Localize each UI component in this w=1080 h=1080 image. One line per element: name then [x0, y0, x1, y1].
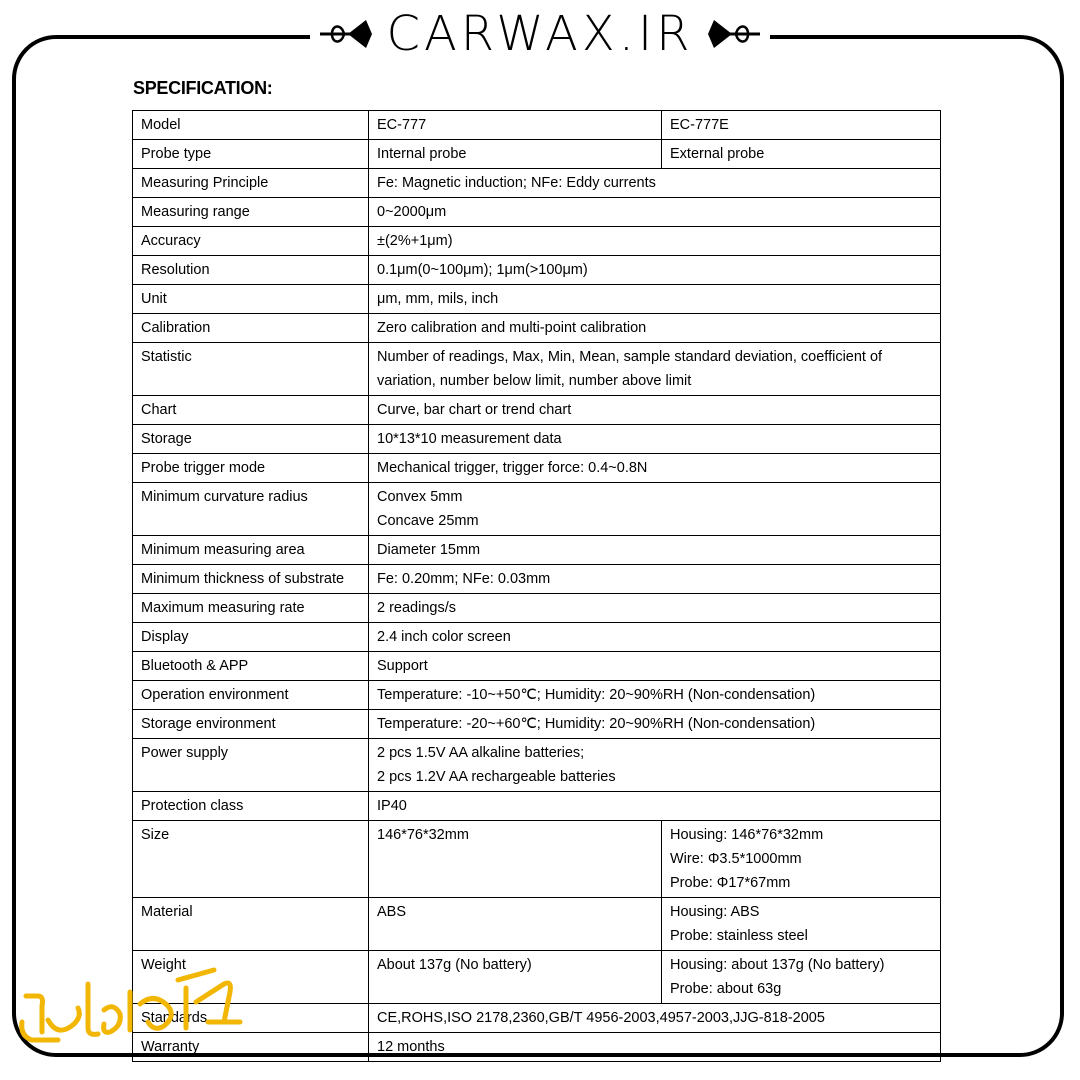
row-value	[369, 169, 941, 198]
cell-line: Concave 25mm	[377, 513, 479, 529]
row-label: Calibration	[133, 314, 369, 343]
table-row	[133, 536, 941, 565]
cell-line: External probe	[670, 146, 765, 162]
table-row	[133, 285, 941, 314]
row-value	[369, 454, 941, 483]
cell-line: 12 months	[377, 1039, 445, 1055]
row-value	[369, 739, 941, 792]
row-label: Measuring Principle	[133, 169, 369, 198]
cell-line: 2.4 inch color screen	[377, 629, 511, 645]
cell-line: Housing: about 137g (No battery)	[670, 957, 885, 973]
cell-line: Diameter 15mm	[377, 542, 481, 558]
row-label: Warranty	[133, 1033, 369, 1062]
table-row	[133, 681, 941, 710]
cell-line: 146*76*32mm	[377, 827, 469, 843]
table-row	[133, 140, 941, 169]
table-row	[133, 314, 941, 343]
table-row	[133, 792, 941, 821]
cell-line: Probe: about 63g	[670, 981, 782, 997]
row-value-ec777e	[662, 140, 941, 169]
left-ornament-icon	[318, 14, 374, 54]
cell-line: Probe: stainless steel	[670, 928, 808, 944]
row-label: Standards	[133, 1004, 369, 1033]
cell-line: Housing: 146*76*32mm	[670, 827, 824, 843]
cell-line: 2 pcs 1.2V AA rechargeable batteries	[377, 769, 616, 785]
row-label: Size	[133, 821, 369, 898]
cell-line: Temperature: -20~+60℃; Humidity: 20~90%RH (Non-condensation)	[377, 716, 816, 732]
row-label: Minimum curvature radius	[133, 483, 369, 536]
row-value-ec777e	[662, 951, 941, 1004]
right-ornament-icon	[706, 14, 762, 54]
row-value	[369, 623, 941, 652]
row-label: Operation environment	[133, 681, 369, 710]
cell-line: Convex 5mm	[377, 489, 463, 505]
cell-line: Fe: Magnetic induction; NFe: Eddy currents	[377, 175, 656, 191]
row-label: Model	[133, 111, 369, 140]
row-value-ec777	[369, 140, 662, 169]
row-value	[369, 483, 941, 536]
cell-line: Number of readings, Max, Min, Mean, sample standard deviation, coefficient of	[377, 349, 883, 365]
row-label: Chart	[133, 396, 369, 425]
row-label: Minimum measuring area	[133, 536, 369, 565]
cell-line: 0~2000μm	[377, 204, 447, 220]
brand-header	[0, 4, 1080, 64]
row-label: Statistic	[133, 343, 369, 396]
spec-table	[132, 110, 941, 1062]
row-label: Weight	[133, 951, 369, 1004]
row-label: Unit	[133, 285, 369, 314]
row-label: Power supply	[133, 739, 369, 792]
row-value	[369, 396, 941, 425]
table-row	[133, 396, 941, 425]
row-value	[369, 227, 941, 256]
table-row	[133, 343, 941, 396]
spec-heading: SPECIFICATION:	[133, 78, 273, 98]
cell-line: Internal probe	[377, 146, 467, 162]
cell-line: ABS	[377, 904, 407, 920]
table-row	[133, 425, 941, 454]
table-row	[133, 483, 941, 536]
row-label: Probe type	[133, 140, 369, 169]
row-label: Probe trigger mode	[133, 454, 369, 483]
table-row	[133, 198, 941, 227]
row-value-ec777	[369, 111, 662, 140]
cell-line: EC-777	[377, 117, 427, 133]
row-label: Resolution	[133, 256, 369, 285]
row-label: Minimum thickness of substrate	[133, 565, 369, 594]
table-row	[133, 951, 941, 1004]
row-value-ec777	[369, 821, 662, 898]
table-row	[133, 169, 941, 198]
row-value	[369, 198, 941, 227]
row-label: Measuring range	[133, 198, 369, 227]
row-label: Storage environment	[133, 710, 369, 739]
row-value	[369, 1033, 941, 1062]
cell-line: Wire: Φ3.5*1000mm	[670, 851, 802, 867]
cell-line: Housing: ABS	[670, 904, 760, 920]
table-row	[133, 898, 941, 951]
cell-line: Mechanical trigger, trigger force: 0.4~0.8N	[377, 460, 648, 476]
cell-line: 0.1μm(0~100μm); 1μm(>100μm)	[377, 262, 588, 278]
table-row	[133, 710, 941, 739]
row-label: Storage	[133, 425, 369, 454]
row-value-ec777	[369, 898, 662, 951]
row-value-ec777e	[662, 898, 941, 951]
cell-line: 2 pcs 1.5V AA alkaline batteries;	[377, 745, 585, 761]
cell-line: ±(2%+1μm)	[377, 233, 453, 249]
row-value	[369, 565, 941, 594]
row-value	[369, 710, 941, 739]
table-row	[133, 1004, 941, 1033]
cell-line: Temperature: -10~+50℃; Humidity: 20~90%RH (Non-condensation)	[377, 687, 816, 703]
row-value	[369, 652, 941, 681]
table-row	[133, 454, 941, 483]
table-row	[133, 594, 941, 623]
cell-line: Support	[377, 658, 428, 674]
cell-line: EC-777E	[670, 117, 729, 133]
row-value	[369, 792, 941, 821]
row-value	[369, 343, 941, 396]
brand-title: CARWAX.IR	[386, 6, 694, 62]
row-value	[369, 256, 941, 285]
cell-line: IP40	[377, 798, 407, 814]
cell-line: 2 readings/s	[377, 600, 456, 616]
row-label: Bluetooth & APP	[133, 652, 369, 681]
cell-line: 10*13*10 measurement data	[377, 431, 562, 447]
cell-line: Zero calibration and multi-point calibration	[377, 320, 647, 336]
row-value	[369, 314, 941, 343]
row-value	[369, 425, 941, 454]
row-label: Maximum measuring rate	[133, 594, 369, 623]
row-label: Accuracy	[133, 227, 369, 256]
table-row	[133, 739, 941, 792]
cell-line: CE,ROHS,ISO 2178,2360,GB/T 4956-2003,4957-2003,JJG-818-2005	[377, 1010, 825, 1026]
table-row	[133, 256, 941, 285]
row-value-ec777	[369, 951, 662, 1004]
table-row	[133, 1033, 941, 1062]
row-label: Protection class	[133, 792, 369, 821]
row-value-ec777e	[662, 111, 941, 140]
cell-line: Probe: Φ17*67mm	[670, 875, 791, 891]
table-row	[133, 623, 941, 652]
cell-line: variation, number below limit, number above limit	[377, 373, 692, 389]
row-value	[369, 681, 941, 710]
cell-line: Fe: 0.20mm; NFe: 0.03mm	[377, 571, 551, 587]
cell-line: μm, mm, mils, inch	[377, 291, 499, 307]
row-value	[369, 285, 941, 314]
row-label: Display	[133, 623, 369, 652]
table-row	[133, 652, 941, 681]
table-row	[133, 227, 941, 256]
carwax-logo	[18, 962, 246, 1044]
row-label: Material	[133, 898, 369, 951]
table-row	[133, 565, 941, 594]
row-value-ec777e	[662, 821, 941, 898]
row-value	[369, 536, 941, 565]
row-value	[369, 594, 941, 623]
cell-line: About 137g (No battery)	[377, 957, 532, 973]
cell-line: Curve, bar chart or trend chart	[377, 402, 572, 418]
row-value	[369, 1004, 941, 1033]
table-row	[133, 111, 941, 140]
table-row	[133, 821, 941, 898]
